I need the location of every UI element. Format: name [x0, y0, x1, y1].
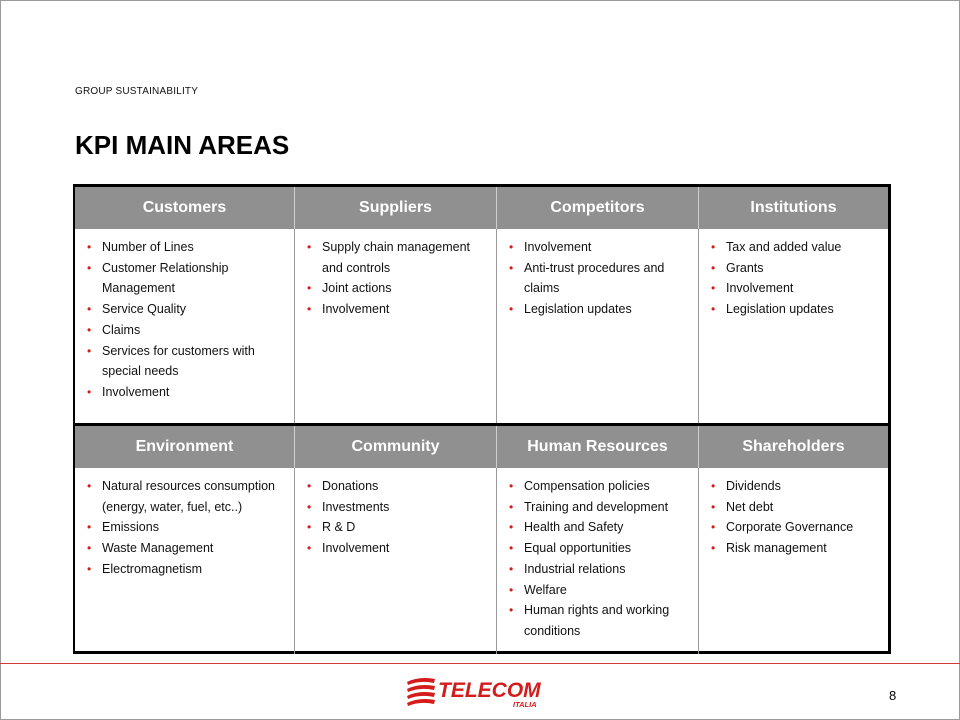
list-item: • Corporate Governance [707, 517, 880, 538]
list-item: • Industrial relations [505, 559, 690, 580]
kpi-grid [73, 184, 891, 654]
header-row-top [75, 187, 888, 229]
list-item: • Services for customers with special needs [83, 341, 286, 382]
logo-wave-icon [407, 678, 435, 706]
cell-human-resources [497, 468, 699, 654]
bullet-list [83, 476, 286, 580]
cell-customers [75, 229, 295, 423]
body-row-bottom [75, 468, 888, 654]
list-item: • Involvement [303, 538, 488, 559]
list-item: • Welfare [505, 580, 690, 601]
list-item: • Joint actions [303, 278, 488, 299]
footer-divider [0, 663, 960, 664]
bullet-list [505, 476, 690, 642]
page-number: 8 [889, 688, 897, 703]
list-item: • Risk management [707, 538, 880, 559]
list-item: • Emissions [83, 517, 286, 538]
heading-competitors: Competitors [497, 187, 699, 229]
list-item: • R & D [303, 517, 488, 538]
list-item: • Waste Management [83, 538, 286, 559]
heading-customers: Customers [75, 187, 295, 229]
list-item: • Involvement [505, 237, 690, 258]
logo-text: TELECOM [438, 679, 541, 702]
list-item: • Anti-trust procedures and claims [505, 258, 690, 299]
cell-community [295, 468, 497, 654]
cell-environment [75, 468, 295, 654]
bullet-list [303, 476, 488, 559]
bullet-list [707, 476, 880, 559]
header-row-bottom [75, 426, 888, 468]
list-item: • Health and Safety [505, 517, 690, 538]
cell-suppliers [295, 229, 497, 423]
page-title: KPI MAIN AREAS [75, 130, 290, 160]
list-item: • Electromagnetism [83, 559, 286, 580]
heading-human-resources: Human Resources [497, 426, 699, 468]
list-item: • Human rights and working conditions [505, 600, 690, 641]
list-item: • Equal opportunities [505, 538, 690, 559]
list-item: • Involvement [707, 278, 880, 299]
bullet-list [707, 237, 880, 320]
list-item: • Service Quality [83, 299, 286, 320]
list-item: • Supply chain management and controls [303, 237, 488, 278]
list-item: • Involvement [83, 382, 286, 403]
list-item: • Claims [83, 320, 286, 341]
bullet-list [505, 237, 690, 320]
heading-environment: Environment [75, 426, 295, 468]
list-item: • Involvement [303, 299, 488, 320]
list-item: • Legislation updates [707, 299, 880, 320]
bullet-list [83, 237, 286, 403]
list-item: • Grants [707, 258, 880, 279]
heading-institutions: Institutions [750, 199, 837, 216]
org-label: GROUP SUSTAINABILITY [75, 86, 199, 97]
list-item: • Dividends [707, 476, 880, 497]
list-item: • Donations [303, 476, 488, 497]
list-item: • Legislation updates [505, 299, 690, 320]
list-item: • Net debt [707, 497, 880, 518]
list-item: • Customer Relationship Management [83, 258, 286, 299]
logo-subtext: ITALIA [513, 700, 537, 709]
list-item: • Investments [303, 497, 488, 518]
list-item: • Number of Lines [83, 237, 286, 258]
list-item: • Training and development [505, 497, 690, 518]
cell-institutions [699, 229, 888, 423]
heading-shareholders: Shareholders [742, 438, 845, 455]
heading-suppliers: Suppliers [295, 187, 497, 229]
bullet-list [303, 237, 488, 320]
body-row-top [75, 229, 888, 423]
list-item: • Tax and added value [707, 237, 880, 258]
cell-competitors [497, 229, 699, 423]
cell-shareholders [699, 468, 888, 654]
heading-community: Community [295, 426, 497, 468]
list-item: • Compensation policies [505, 476, 690, 497]
list-item: • Natural resources consumption (energy, water, fuel, etc..) [83, 476, 286, 517]
telecom-italia-logo [405, 674, 555, 710]
